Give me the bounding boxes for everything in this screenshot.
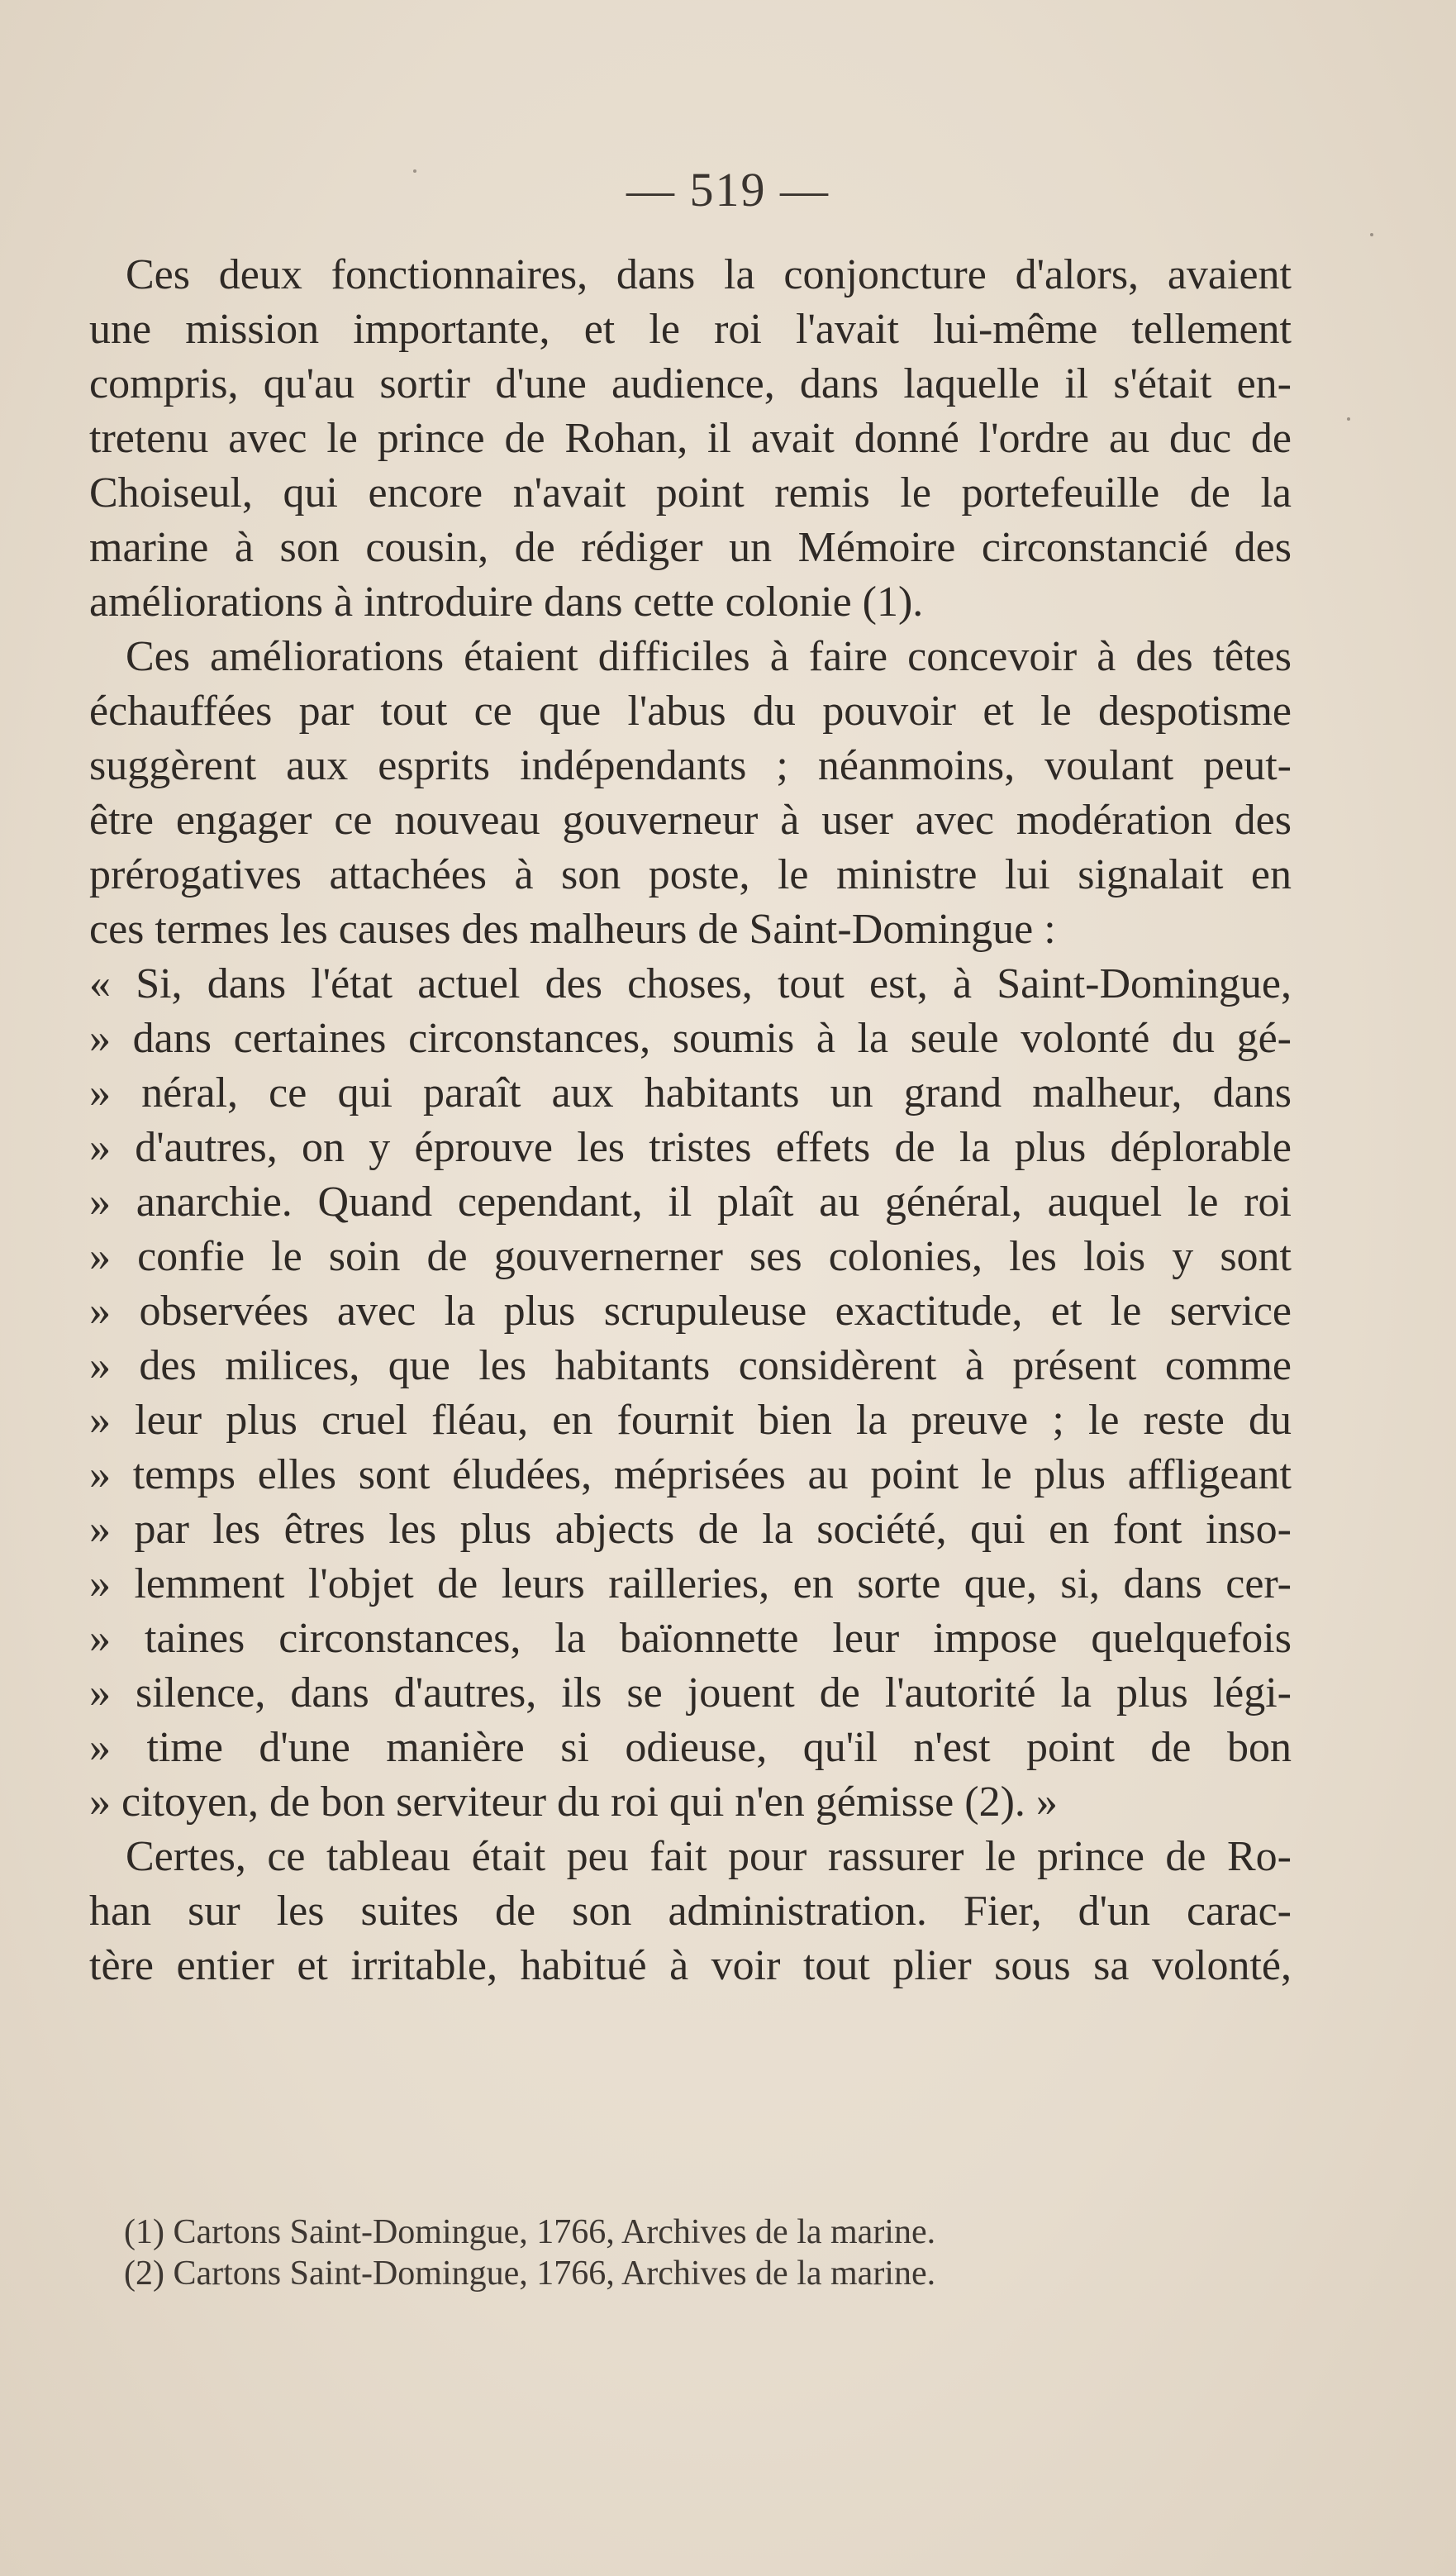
text-line: être engager ce nouveau gouverneur à user avec modération des — [89, 797, 1292, 844]
text-line: » silence, dans d'autres, ils se jouent de l'autorité la plus légi- — [89, 1669, 1292, 1717]
text-line: une mission importante, et le roi l'avait lui-même tellement — [89, 306, 1292, 353]
text-line: prérogatives attachées à son poste, le ministre lui signalait en — [89, 851, 1292, 898]
text-line: tère entier et irritable, habitué à voir tout plier sous sa volonté, — [89, 1942, 1292, 1989]
text-line: » d'autres, on y éprouve les tristes effets de la plus déplorable — [89, 1124, 1292, 1171]
text-line: » time d'une manière si odieuse, qu'il n'est point de bon — [89, 1724, 1292, 1771]
text-line: » anarchie. Quand cependant, il plaît au général, auquel le roi — [89, 1178, 1292, 1226]
text-line: » temps elles sont éludées, méprisées au point le plus affligeant — [89, 1451, 1292, 1498]
text-line: » confie le soin de gouvernerner ses colonies, les lois y sont — [89, 1233, 1292, 1280]
footnotes — [124, 2212, 1198, 2294]
paper-speck — [413, 169, 416, 173]
text-line: » observées avec la plus scrupuleuse exactitude, et le service — [89, 1288, 1292, 1335]
text-line: échauffées par tout ce que l'abus du pouvoir et le despotisme — [89, 688, 1292, 735]
text-line: « Si, dans l'état actuel des choses, tout est, à Saint-Domingue, — [89, 960, 1292, 1007]
paragraph — [89, 1830, 1292, 1993]
footnote: (1) Cartons Saint-Domingue, 1766, Archives de la marine. — [124, 2213, 936, 2251]
text-line: » citoyen, de bon serviteur du roi qui n'en gémisse (2). » — [89, 1778, 1058, 1826]
text-line: Certes, ce tableau était peu fait pour rassurer le prince de Ro- — [126, 1833, 1292, 1880]
quotation — [89, 957, 1292, 1830]
text-line: » néral, ce qui paraît aux habitants un grand malheur, dans — [89, 1069, 1292, 1117]
text-line: » taines circonstances, la baïonnette leur impose quelquefois — [89, 1615, 1292, 1662]
text-line: compris, qu'au sortir d'une audience, dans laquelle il s'était en- — [89, 360, 1292, 407]
text-line: han sur les suites de son administration. Fier, d'un carac- — [89, 1888, 1292, 1935]
paragraph — [89, 248, 1292, 630]
text-line: améliorations à introduire dans cette colonie (1). — [89, 579, 924, 626]
text-line: » lemment l'objet de leurs railleries, en sorte que, si, dans cer- — [89, 1560, 1292, 1607]
text-line: Ces améliorations étaient difficiles à faire concevoir à des têtes — [126, 633, 1292, 680]
text-line: marine à son cousin, de rédiger un Mémoire circonstancié des — [89, 524, 1292, 571]
text-line: » par les êtres les plus abjects de la société, qui en font inso- — [89, 1506, 1292, 1553]
text-line: Ces deux fonctionnaires, dans la conjoncture d'alors, avaient — [126, 251, 1292, 298]
text-line: » des milices, que les habitants considèrent à présent comme — [89, 1342, 1292, 1389]
text-line: suggèrent aux esprits indépendants ; néanmoins, voulant peut- — [89, 742, 1292, 789]
text-line: ces termes les causes des malheurs de Saint-Domingue : — [89, 906, 1056, 953]
paragraph — [89, 630, 1292, 957]
text-line: Choiseul, qui encore n'avait point remis le portefeuille de la — [89, 469, 1292, 517]
paper-speck — [1347, 417, 1350, 421]
text-line: tretenu avec le prince de Rohan, il avait donné l'ordre au duc de — [89, 415, 1292, 462]
page-number: — 519 — — [626, 163, 830, 217]
footnote: (2) Cartons Saint-Domingue, 1766, Archives de la marine. — [124, 2255, 936, 2293]
text-line: » leur plus cruel fléau, en fournit bien la preuve ; le reste du — [89, 1397, 1292, 1444]
text-line: » dans certaines circonstances, soumis à la seule volonté du gé- — [89, 1015, 1292, 1062]
body-text — [89, 248, 1292, 1993]
paper-speck — [1370, 233, 1373, 236]
